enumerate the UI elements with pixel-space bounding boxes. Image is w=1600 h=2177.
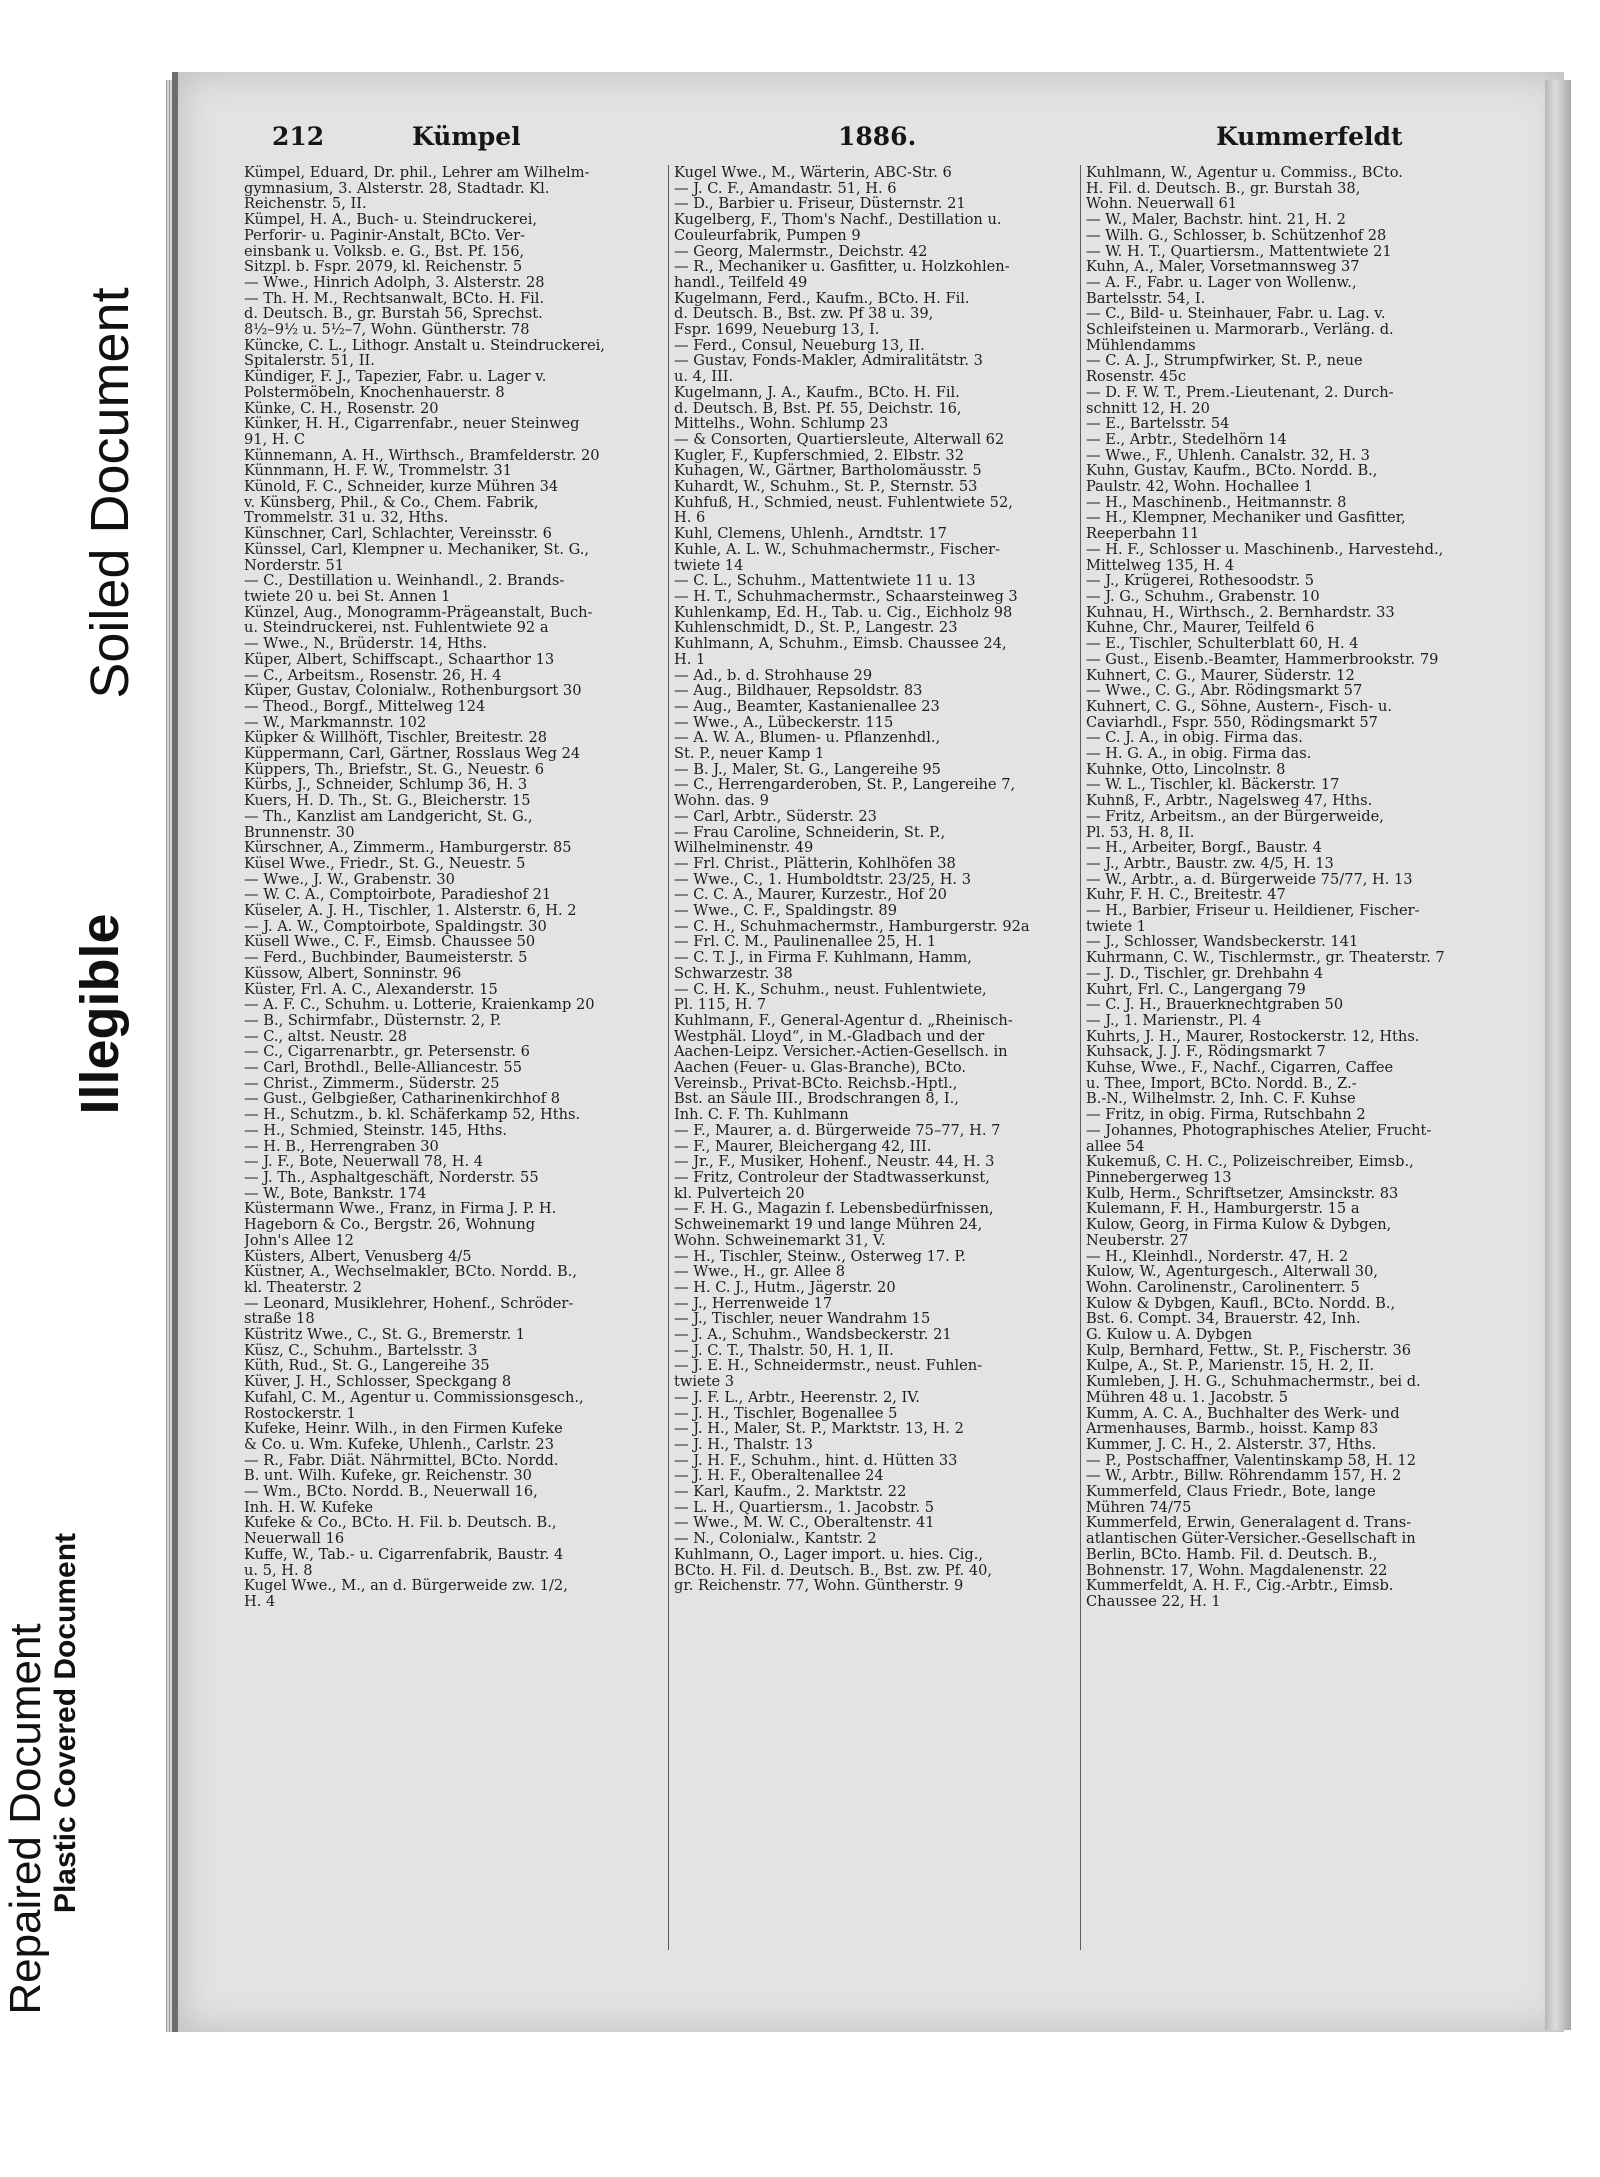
directory-entry-line: Kugel Wwe., M., Wärterin, ABC-Str. 6 xyxy=(674,165,952,181)
directory-entry-line: — Wwe., C. F., Spaldingstr. 89 xyxy=(674,902,898,920)
directory-entry-line: — C. J. A., in obig. Firma das. xyxy=(1086,729,1303,747)
directory-entry-line: — D., Barbier u. Friseur, Düsternstr. 21 xyxy=(674,195,966,213)
directory-entry-line: Kuhrts, J. H., Maurer, Rostockerstr. 12, Hths. xyxy=(1086,1027,1420,1045)
directory-entry-line: Küppermann, Carl, Gärtner, Rosslaus Weg 24 xyxy=(244,745,581,763)
directory-entry-line: — H., Kleinhdl., Norderstr. 47, H. 2 xyxy=(1086,1247,1349,1265)
directory-entry-line: — Wwe., H., gr. Allee 8 xyxy=(674,1263,845,1281)
directory-entry-line: Trommelstr. 31 u. 32, Hths. xyxy=(244,509,449,527)
directory-entry-line: u. 5, H. 8 xyxy=(244,1561,313,1579)
directory-entry-line: — J., Herrenweide 17 xyxy=(674,1294,833,1312)
directory-entry-line: — A. F., Fabr. u. Lager von Wollenw., xyxy=(1086,273,1357,291)
directory-entry-line: Reeperbahn 11 xyxy=(1086,525,1200,543)
directory-entry-line: — H. C. J., Hutm., Jägerstr. 20 xyxy=(674,1278,896,1296)
directory-entry-line: Armenhauses, Barmb., hoisst. Kamp 83 xyxy=(1086,1420,1379,1438)
directory-entry-line: — Ad., b. d. Strohhause 29 xyxy=(674,666,873,684)
illegible-label: Illegible xyxy=(70,913,130,1115)
directory-entry-line: H. 1 xyxy=(674,650,706,668)
left-running-title: Kümpel xyxy=(412,122,521,151)
directory-entry-line: Kuhne, Chr., Maurer, Teilfeld 6 xyxy=(1086,619,1315,637)
directory-entry-line: twiete 20 u. bei St. Annen 1 xyxy=(244,587,451,605)
directory-entry-line: Küth, Rud., St. G., Langereihe 35 xyxy=(244,1357,490,1375)
directory-entry-line: — W., Markmannstr. 102 xyxy=(244,713,427,731)
directory-entry-line: Kummerfeld, Erwin, Generalagent d. Trans- xyxy=(1086,1514,1412,1532)
directory-entry-line: John's Allee 12 xyxy=(244,1231,354,1249)
directory-entry-line: — B. J., Maler, St. G., Langereihe 95 xyxy=(674,760,941,778)
directory-entry-line: Kuhlmann, A, Schuhm., Eimsb. Chaussee 24, xyxy=(674,635,1007,653)
directory-entry-line: — Fritz, in obig. Firma, Rutschbahn 2 xyxy=(1086,1106,1366,1124)
directory-entry-line: Kuhlmann, F., General-Agentur d. „Rheinisch- xyxy=(674,1011,1013,1029)
directory-entry-line: — Wwe., N., Brüderstr. 14, Hths. xyxy=(244,635,488,653)
directory-entry-line: gr. Reichenstr. 77, Wohn. Güntherstr. 9 xyxy=(674,1577,964,1595)
directory-entry-line: B. unt. Wilh. Kufeke, gr. Reichenstr. 30 xyxy=(244,1467,532,1485)
directory-entry-line: — C., Herrengarderoben, St. P., Langereihe 7, xyxy=(674,776,1016,794)
directory-entry-line: — Wwe., J. W., Grabenstr. 30 xyxy=(244,870,455,888)
directory-entry-line: — C. A. J., Strumpfwirker, St. P., neue xyxy=(1086,352,1363,370)
directory-entry-line: Kumm, A. C. A., Buchhalter des Werk- und xyxy=(1086,1404,1400,1422)
directory-entry-line: Kummerfeld, Claus Friedr., Bote, lange xyxy=(1086,1483,1376,1501)
directory-entry-line: Mühlendamms xyxy=(1086,336,1196,354)
directory-entry-line: u. 4, III. xyxy=(674,368,734,386)
directory-entry-line: — J. C. F., Amandastr. 51, H. 6 xyxy=(674,179,897,197)
page-header xyxy=(272,122,1512,156)
directory-entry-line: — A. W. A., Blumen- u. Pflanzenhdl., xyxy=(674,729,941,747)
directory-entry-line: — Theod., Borgf., Mittelweg 124 xyxy=(244,697,486,715)
directory-entry-line: Küncke, C. L., Lithogr. Anstalt u. Steindruckerei, xyxy=(244,336,605,354)
directory-entry-line: Kuhlenschmidt, D., St. P., Langestr. 23 xyxy=(674,619,958,637)
directory-entry-line: — J. A., Schuhm., Wandsbeckerstr. 21 xyxy=(674,1326,952,1344)
directory-entry-line: — Johannes, Photographisches Atelier, Frucht- xyxy=(1086,1121,1432,1139)
directory-entry-line: — Georg, Malermstr., Deichstr. 42 xyxy=(674,242,928,260)
directory-entry-line: allee 54 xyxy=(1086,1137,1145,1155)
directory-entry-line: Kuers, H. D. Th., St. G., Bleicherstr. 15 xyxy=(244,792,531,810)
directory-entry-line: — Leonard, Musiklehrer, Hohenf., Schröder- xyxy=(244,1294,574,1312)
directory-entry-line: Kuhrt, Frl. C., Langergang 79 xyxy=(1086,980,1306,998)
directory-entry-line: Kümpel, H. A., Buch- u. Steindruckerei, xyxy=(244,211,538,229)
directory-entry-line: — N., Colonialw., Kantstr. 2 xyxy=(674,1530,877,1548)
directory-entry-line: Brunnenstr. 30 xyxy=(244,823,355,841)
directory-entry-line: Kuhnert, C. G., Söhne, Austern-, Fisch- u. xyxy=(1086,697,1392,715)
directory-entry-line: Rosenstr. 45c xyxy=(1086,368,1187,386)
directory-entry-line: u. Steindruckerei, nst. Fuhlentwiete 92 a xyxy=(244,619,549,637)
directory-entry-line: Kuhagen, W., Gärtner, Bartholomäusstr. 5 xyxy=(674,462,982,480)
directory-entry-line: — D. F. W. T., Prem.-Lieutenant, 2. Durch- xyxy=(1086,383,1394,401)
directory-entry-line: Couleurfabrik, Pumpen 9 xyxy=(674,226,861,244)
directory-entry-line: — Gust., Gelbgießer, Catharinenkirchhof 8 xyxy=(244,1090,561,1108)
directory-entry-line: twiete 1 xyxy=(1086,917,1147,935)
directory-entry-line: — J. C. T., Thalstr. 50, H. 1, II. xyxy=(674,1341,894,1359)
column-divider-2 xyxy=(1080,165,1081,1950)
directory-entry-line: — H., Maschinenb., Heitmannstr. 8 xyxy=(1086,493,1347,511)
directory-entry-line: Kuhsack, J. J. F., Rödingsmarkt 7 xyxy=(1086,1043,1326,1061)
directory-entry-line: — J. G., Schuhm., Grabenstr. 10 xyxy=(1086,587,1320,605)
directory-entry-line: Kulow, Georg, in Firma Kulow & Dybgen, xyxy=(1086,1216,1392,1234)
directory-entry-line: Kuhlmann, W., Agentur u. Commiss., BCto. xyxy=(1086,165,1403,181)
directory-entry-line: Künnmann, H. F. W., Trommelstr. 31 xyxy=(244,462,512,480)
directory-entry-line: — F., Maurer, a. d. Bürgerweide 75–77, H. 7 xyxy=(674,1121,1001,1139)
directory-entry-line: — E., Tischler, Schulterblatt 60, H. 4 xyxy=(1086,635,1359,653)
directory-entry-line: Künssel, Carl, Klempner u. Mechaniker, St. G., xyxy=(244,540,590,558)
directory-entry-line: Berlin, BCto. Hamb. Fil. d. Deutsch. B., xyxy=(1086,1545,1378,1563)
directory-entry-line: Kugelmann, Ferd., Kaufm., BCto. H. Fil. xyxy=(674,289,970,307)
directory-entry-line: Kufeke, Heinr. Wilh., in den Firmen Kufeke xyxy=(244,1420,563,1438)
directory-entry-line: Neuerwall 16 xyxy=(244,1530,345,1548)
directory-entry-line: 8½–9½ u. 5½–7, Wohn. Güntherstr. 78 xyxy=(244,321,530,339)
directory-entry-line: St. P., neuer Kamp 1 xyxy=(674,745,825,763)
directory-entry-line: — B., Schirmfabr., Düsternstr. 2, P. xyxy=(244,1011,502,1029)
directory-entry-line: Kuhlenkamp, Ed. H., Tab. u. Cig., Eichholz 98 xyxy=(674,603,1013,621)
directory-entry-line: BCto. H. Fil. d. Deutsch. B., Bst. zw. Pf. 40, xyxy=(674,1561,993,1579)
directory-entry-line: twiete 3 xyxy=(674,1373,735,1391)
directory-entry-line: — J. Th., Asphaltgeschäft, Norderstr. 55 xyxy=(244,1169,539,1186)
directory-entry-line: — H., Barbier, Friseur u. Heildiener, Fischer- xyxy=(1086,902,1420,920)
directory-entry-line: — Frau Caroline, Schneiderin, St. P., xyxy=(674,823,946,841)
directory-entry-line: — W., Maler, Bachstr. hint. 21, H. 2 xyxy=(1086,211,1346,229)
directory-entry-line: Küstner, A., Wechselmakler, BCto. Nordd. B., xyxy=(244,1263,577,1281)
directory-entry-line: — J., Tischler, neuer Wandrahm 15 xyxy=(674,1310,931,1328)
directory-entry-line: H. 4 xyxy=(244,1592,276,1610)
directory-entry-line: — W., Arbtr., Billw. Röhrendamm 157, H. 2 xyxy=(1086,1467,1402,1485)
directory-entry-line: — J. A. W., Comptoirbote, Spaldingstr. 30 xyxy=(244,917,547,935)
plastic-covered-document-label: Plastic Covered Document xyxy=(49,1532,82,1914)
directory-entry-line: — Aug., Bildhauer, Repsoldstr. 83 xyxy=(674,682,923,700)
directory-entry-line: — C., Cigarrenarbtr., gr. Petersenstr. 6 xyxy=(244,1043,530,1061)
directory-entry-line: — C., altst. Neustr. 28 xyxy=(244,1027,408,1045)
directory-entry-line: Küper, Albert, Schiffscapt., Schaarthor 13 xyxy=(244,650,555,668)
directory-entry-line: Spitalerstr. 51, II. xyxy=(244,352,375,370)
directory-entry-line: Schwarzestr. 38 xyxy=(674,964,793,982)
directory-entry-line: Küper, Gustav, Colonialw., Rothenburgsort 30 xyxy=(244,682,582,700)
directory-entry-line: — Wwe., F., Uhlenh. Canalstr. 32, H. 3 xyxy=(1086,446,1370,464)
directory-entry-line: kl. Pulverteich 20 xyxy=(674,1184,805,1202)
directory-entry-line: Kufeke & Co., BCto. H. Fil. b. Deutsch. B., xyxy=(244,1514,557,1532)
directory-entry-line: — Carl, Arbtr., Süderstr. 23 xyxy=(674,807,877,825)
directory-entry-line: Pinnebergerweg 13 xyxy=(1086,1169,1232,1186)
directory-entry-line: — J., Arbtr., Baustr. zw. 4/5, H. 13 xyxy=(1086,854,1334,872)
directory-entry-line: Neuberstr. 27 xyxy=(1086,1231,1189,1249)
directory-entry-line: Kugler, F., Kupferschmied, 2. Elbstr. 32 xyxy=(674,446,965,464)
directory-entry-line: Kumleben, J. H. G., Schuhmachermstr., bei d. xyxy=(1086,1373,1421,1391)
directory-entry-line: Inh. H. W. Kufeke xyxy=(244,1498,374,1516)
directory-entry-line: — J. H., Tischler, Bogenallee 5 xyxy=(674,1404,898,1422)
directory-entry-line: Vereinsb., Privat-BCto. Reichsb.-Hptl., xyxy=(674,1074,958,1092)
directory-entry-line: Kuhardt, W., Schuhm., St. P., Sternstr. 53 xyxy=(674,478,978,496)
directory-entry-line: Kufahl, C. M., Agentur u. Commissionsgesch., xyxy=(244,1388,584,1406)
directory-entry-line: Mühren 74/75 xyxy=(1086,1498,1192,1516)
directory-entry-line: — J., Schlosser, Wandsbeckerstr. 141 xyxy=(1086,933,1359,951)
directory-entry-line: Kulb, Herm., Schriftsetzer, Amsinckstr. 83 xyxy=(1086,1184,1399,1202)
directory-entry-line: Mühren 48 u. 1. Jacobstr. 5 xyxy=(1086,1388,1288,1406)
directory-entry-line: Kulp, Bernhard, Fettw., St. P., Fischerstr. 36 xyxy=(1086,1341,1412,1359)
directory-entry-line: — & Consorten, Quartiersleute, Alterwall 62 xyxy=(674,430,1005,448)
directory-entry-line: Wohn. das. 9 xyxy=(674,792,769,810)
directory-entry-line: Perforir- u. Paginir-Anstalt, BCto. Ver- xyxy=(244,226,526,244)
directory-entry-line: Künnemann, A. H., Wirthsch., Bramfelderstr. 20 xyxy=(244,446,600,464)
directory-entry-line: Künke, C. H., Rosenstr. 20 xyxy=(244,399,439,417)
directory-entry-line: Küster, Frl. A. C., Alexanderstr. 15 xyxy=(244,980,498,998)
directory-entry-line: — E., Arbtr., Stedelhörn 14 xyxy=(1086,430,1287,448)
directory-entry-line: handl., Teilfeld 49 xyxy=(674,273,808,291)
directory-entry-line: Bst. 6. Compt. 34, Brauerstr. 42, Inh. xyxy=(1086,1310,1361,1328)
directory-entry-line: Schweinemarkt 19 und lange Mühren 24, xyxy=(674,1216,983,1234)
directory-entry-line: straße 18 xyxy=(244,1310,315,1328)
directory-entry-line: Kuffe, W., Tab.- u. Cigarrenfabrik, Baustr. 4 xyxy=(244,1545,564,1563)
directory-entry-line: Künker, H. H., Cigarrenfabr., neuer Steinweg xyxy=(244,415,580,433)
directory-entry-line: kl. Theaterstr. 2 xyxy=(244,1278,363,1296)
directory-entry-line: Küsell Wwe., C. F., Eimsb. Chaussee 50 xyxy=(244,933,536,951)
directory-entry-line: Westphäl. Lloyd“, in M.-Gladbach und der xyxy=(674,1027,985,1045)
directory-entry-line: — C. J. H., Brauerknechtgraben 50 xyxy=(1086,996,1344,1014)
directory-entry-line: — W., Bote, Bankstr. 174 xyxy=(244,1184,427,1202)
directory-entry-line: — Wwe., C., 1. Humboldtstr. 23/25, H. 3 xyxy=(674,870,971,888)
directory-entry-line: — Carl, Brothdl., Belle-Alliancestr. 55 xyxy=(244,1059,522,1077)
directory-entry-line: H. 6 xyxy=(674,509,706,527)
directory-entry-line: — A. F. C., Schuhm. u. Lotterie, Kraienkamp 20 xyxy=(244,996,595,1014)
directory-entry-line: u. Thee, Import, BCto. Nordd. B., Z.- xyxy=(1086,1074,1357,1092)
directory-entry-line: Künold, F. C., Schneider, kurze Mühren 34 xyxy=(244,478,559,496)
directory-entry-line: Kümpel, Eduard, Dr. phil., Lehrer am Wilhelm- xyxy=(244,165,590,181)
directory-entry-line: — Gustav, Fonds-Makler, Admiralitätstr. 3 xyxy=(674,352,983,370)
directory-entry-line: Kuhnß, F., Arbtr., Nagelsweg 47, Hths. xyxy=(1086,792,1373,810)
directory-entry-line: — C., Destillation u. Weinhandl., 2. Brands- xyxy=(244,572,565,590)
directory-entry-line: — H. T., Schuhmachermstr., Schaarsteinweg 3 xyxy=(674,587,1018,605)
directory-entry-line: — J., 1. Marienstr., Pl. 4 xyxy=(1086,1011,1262,1029)
directory-entry-line: — C. C. A., Maurer, Kurzestr., Hof 20 xyxy=(674,886,947,904)
directory-entry-line: Küstermann Wwe., Franz, in Firma J. P. H. xyxy=(244,1200,557,1218)
directory-entry-line: Reichenstr. 5, II. xyxy=(244,195,367,213)
page-number: 212 xyxy=(272,122,325,151)
directory-entry-line: schnitt 12, H. 20 xyxy=(1086,399,1210,417)
directory-entry-line: — Karl, Kaufm., 2. Marktstr. 22 xyxy=(674,1483,907,1501)
directory-column-2 xyxy=(674,165,1074,1955)
directory-entry-line: Hageborn & Co., Bergstr. 26, Wohnung xyxy=(244,1216,536,1234)
directory-entry-line: — J. H., Maler, St. P., Marktstr. 13, H. 2 xyxy=(674,1420,964,1438)
directory-entry-line: — Wm., BCto. Nordd. B., Neuerwall 16, xyxy=(244,1483,538,1501)
directory-entry-line: Wohn. Neuerwall 61 xyxy=(1086,195,1238,213)
right-running-title: Kummerfeldt xyxy=(1216,122,1403,151)
directory-entry-line: Kuhn, A., Maler, Vorsetmannsweg 37 xyxy=(1086,258,1360,276)
directory-entry-line: Wohn. Schweinemarkt 31, V. xyxy=(674,1231,886,1249)
directory-entry-line: Bohnenstr. 17, Wohn. Magdalenenstr. 22 xyxy=(1086,1561,1388,1579)
directory-column-1 xyxy=(244,165,662,1955)
directory-entry-line: — R., Mechaniker u. Gasfitter, u. Holzkohlen- xyxy=(674,258,1010,276)
directory-entry-line: — R., Fabr. Diät. Nährmittel, BCto. Nordd. xyxy=(244,1451,559,1469)
directory-entry-line: Kürschner, A., Zimmerm., Hamburgerstr. 85 xyxy=(244,839,572,857)
directory-entry-line: — Wwe., A., Lübeckerstr. 115 xyxy=(674,713,894,731)
directory-entry-line: Küsz, C., Schuhm., Bartelsstr. 3 xyxy=(244,1341,478,1359)
directory-entry-line: Wilhelminenstr. 49 xyxy=(674,839,814,857)
directory-entry-line: Küver, J. H., Schlosser, Speckgang 8 xyxy=(244,1373,512,1391)
column-divider-1 xyxy=(668,165,669,1950)
directory-entry-line: — C., Arbeitsm., Rosenstr. 26, H. 4 xyxy=(244,666,502,684)
directory-entry-line: Kulow, W., Agenturgesch., Alterwall 30, xyxy=(1086,1263,1379,1281)
directory-entry-line: gymnasium, 3. Alsterstr. 28, Stadtadr. Kl. xyxy=(244,179,550,197)
directory-entry-line: 91, H. C xyxy=(244,430,306,448)
directory-entry-line: — L. H., Quartiersm., 1. Jacobstr. 5 xyxy=(674,1498,934,1516)
directory-entry-line: — J. H. F., Schuhm., hint. d. Hütten 33 xyxy=(674,1451,958,1469)
directory-entry-line: — C. T. J., in Firma F. Kuhlmann, Hamm, xyxy=(674,949,972,967)
directory-entry-line: Paulstr. 42, Wohn. Hochallee 1 xyxy=(1086,478,1313,496)
directory-entry-line: — E., Bartelsstr. 54 xyxy=(1086,415,1230,433)
directory-entry-line: Sitzpl. b. Fspr. 2079, kl. Reichenstr. 5 xyxy=(244,258,523,276)
directory-entry-line: — H., Schmied, Steinstr. 145, Hths. xyxy=(244,1121,508,1139)
directory-entry-line: Kuhfuß, H., Schmied, neust. Fuhlentwiete 52, xyxy=(674,493,1013,511)
directory-entry-line: — F., Maurer, Bleichergang 42, III. xyxy=(674,1137,932,1155)
directory-entry-line: — Jr., F., Musiker, Hohenf., Neustr. 44, H. 3 xyxy=(674,1153,995,1171)
directory-entry-line: Inh. C. F. Th. Kuhlmann xyxy=(674,1106,849,1124)
directory-entry-line: Kuhnert, C. G., Maurer, Süderstr. 12 xyxy=(1086,666,1355,684)
book-spine xyxy=(1545,80,1571,2030)
directory-entry-line: Pl. 115, H. 7 xyxy=(674,996,767,1014)
year-heading: 1886. xyxy=(838,122,917,151)
side-labels xyxy=(0,0,170,2177)
directory-entry-line: — Ferd., Buchbinder, Baumeisterstr. 5 xyxy=(244,949,528,967)
directory-entry-line: — J. H. F., Oberaltenallee 24 xyxy=(674,1467,884,1485)
directory-entry-line: Chaussee 22, H. 1 xyxy=(1086,1592,1221,1610)
directory-entry-line: — Wilh. G., Schlosser, b. Schützenhof 28 xyxy=(1086,226,1387,244)
directory-entry-line: — P., Postschaffner, Valentinskamp 58, H. 12 xyxy=(1086,1451,1417,1469)
directory-entry-line: Küseler, A. J. H., Tischler, 1. Alsterstr. 6, H. 2 xyxy=(244,902,577,920)
directory-entry-line: Wohn. Carolinenstr., Carolinenterr. 5 xyxy=(1086,1278,1360,1296)
directory-entry-line: Kulemann, F. H., Hamburgerstr. 15 a xyxy=(1086,1200,1360,1218)
directory-entry-line: Küsters, Albert, Venusberg 4/5 xyxy=(244,1247,472,1265)
directory-entry-line: — C. H., Schuhmachermstr., Hamburgerstr. 92a xyxy=(674,917,1030,935)
directory-entry-line: — J. F. L., Arbtr., Heerenstr. 2, IV. xyxy=(674,1388,920,1406)
directory-entry-line: Norderstr. 51 xyxy=(244,556,345,574)
directory-entry-line: Mittelweg 135, H. 4 xyxy=(1086,556,1235,574)
directory-entry-line: — W., Arbtr., a. d. Bürgerweide 75/77, H. 13 xyxy=(1086,870,1413,888)
directory-entry-line: Fspr. 1699, Neueburg 13, I. xyxy=(674,321,880,339)
directory-entry-line: Kugelberg, F., Thom's Nachf., Destillation u. xyxy=(674,211,1002,229)
directory-entry-line: Bst. an Säule III., Brodschrangen 8, I., xyxy=(674,1090,959,1108)
directory-entry-line: — H., Klempner, Mechaniker und Gasfitter, xyxy=(1086,509,1406,527)
directory-entry-line: Kulpe, A., St. P., Marienstr. 15, H. 2, II. xyxy=(1086,1357,1375,1375)
directory-entry-line: Künschner, Carl, Schlachter, Vereinsstr. 6 xyxy=(244,525,552,543)
directory-entry-line: Kugel Wwe., M., an d. Bürgerweide zw. 1/2, xyxy=(244,1577,568,1595)
directory-entry-line: Kuhr, F. H. C., Breitestr. 47 xyxy=(1086,886,1286,904)
directory-entry-line: Kuhse, Wwe., F., Nachf., Cigarren, Caffee xyxy=(1086,1059,1394,1077)
directory-entry-line: Küsel Wwe., Friedr., St. G., Neuestr. 5 xyxy=(244,854,526,872)
directory-entry-line: Kuhrmann, C. W., Tischlermstr., gr. Theaterstr. 7 xyxy=(1086,949,1445,967)
directory-entry-line: — Wwe., Hinrich Adolph, 3. Alsterstr. 28 xyxy=(244,273,545,291)
directory-entry-line: — Aug., Beamter, Kastanienallee 23 xyxy=(674,697,940,715)
directory-entry-line: — H., Tischler, Steinw., Osterweg 17. P. xyxy=(674,1247,966,1265)
directory-entry-line: — J. E. H., Schneidermstr., neust. Fuhlen- xyxy=(674,1357,983,1375)
directory-entry-line: Künzel, Aug., Monogramm-Prägeanstalt, Buch- xyxy=(244,603,593,621)
directory-entry-line: Kuhn, Gustav, Kaufm., BCto. Nordd. B., xyxy=(1086,462,1378,480)
directory-entry-line: — J. F., Bote, Neuerwall 78, H. 4 xyxy=(244,1153,484,1171)
directory-entry-line: Aachen (Feuer- u. Glas-Branche), BCto. xyxy=(674,1059,967,1077)
directory-entry-line: Kuhlmann, O., Lager import. u. hies. Cig., xyxy=(674,1545,984,1563)
directory-entry-line: — Christ., Zimmerm., Süderstr. 25 xyxy=(244,1074,500,1092)
directory-entry-line: Schleifsteinen u. Marmorarb., Verläng. d. xyxy=(1086,321,1394,339)
directory-entry-line: d. Deutsch. B, Bst. Pf. 55, Deichstr. 16, xyxy=(674,399,962,417)
directory-entry-line: Kummer, J. C. H., 2. Alsterstr. 37, Hths. xyxy=(1086,1435,1377,1453)
directory-entry-line: Küssow, Albert, Sonninstr. 96 xyxy=(244,964,462,982)
directory-entry-line: Kummerfeldt, A. H. F., Cig.-Arbtr., Eimsb. xyxy=(1086,1577,1394,1595)
directory-entry-line: Aachen-Leipz. Versicher.-Actien-Gesellsch. in xyxy=(674,1043,1008,1061)
directory-entry-line: Caviarhdl., Fspr. 550, Rödingsmarkt 57 xyxy=(1086,713,1378,731)
repaired-document-label: Repaired Document xyxy=(1,1623,50,2015)
directory-entry-line: — J. D., Tischler, gr. Drehbahn 4 xyxy=(1086,964,1324,982)
directory-entry-line: Kuhle, A. L. W., Schuhmachermstr., Fischer- xyxy=(674,540,1001,558)
directory-entry-line: — Ferd., Consul, Neueburg 13, II. xyxy=(674,336,925,354)
directory-entry-line: — W. H. T., Quartiersm., Mattentwiete 21 xyxy=(1086,242,1392,260)
directory-entry-line: Küpker & Willhöft, Tischler, Breitestr. 28 xyxy=(244,729,548,747)
directory-entry-line: einsbank u. Volksb. e. G., Bst. Pf. 156, xyxy=(244,242,525,260)
directory-entry-line: Rostockerstr. 1 xyxy=(244,1404,356,1422)
directory-entry-line: — W. L., Tischler, kl. Bäckerstr. 17 xyxy=(1086,776,1340,794)
directory-entry-line: Küstritz Wwe., C., St. G., Bremerstr. 1 xyxy=(244,1326,526,1344)
directory-entry-line: — Th., Kanzlist am Landgericht, St. G., xyxy=(244,807,533,825)
directory-entry-line: — J. H., Thalstr. 13 xyxy=(674,1435,813,1453)
directory-entry-line: B.-N., Wilhelmstr. 2, Inh. C. F. Kuhse xyxy=(1086,1090,1356,1108)
directory-entry-line: — H., Arbeiter, Borgf., Baustr. 4 xyxy=(1086,839,1322,857)
directory-entry-line: — H. F., Schlosser u. Maschinenb., Harvestehd., xyxy=(1086,540,1444,558)
directory-entry-line: — Gust., Eisenb.-Beamter, Hammerbrookstr. 79 xyxy=(1086,650,1439,668)
directory-entry-line: H. Fil. d. Deutsch. B., gr. Burstah 38, xyxy=(1086,179,1361,197)
directory-entry-line: Kuhl, Clemens, Uhlenh., Arndtstr. 17 xyxy=(674,525,947,543)
directory-entry-line: — H., Schutzm., b. kl. Schäferkamp 52, Hths. xyxy=(244,1106,581,1124)
directory-entry-line: — Th. H. M., Rechtsanwalt, BCto. H. Fil. xyxy=(244,289,545,307)
directory-entry-line: Küppers, Th., Briefstr., St. G., Neuestr. 6 xyxy=(244,760,545,778)
directory-entry-line: Kuhnau, H., Wirthsch., 2. Bernhardstr. 33 xyxy=(1086,603,1395,621)
directory-entry-line: Kukemuß, C. H. C., Polizeischreiber, Eimsb., xyxy=(1086,1153,1414,1171)
directory-entry-line: — Wwe., C. G., Abr. Rödingsmarkt 57 xyxy=(1086,682,1363,700)
directory-entry-line: — C. H. K., Schuhm., neust. Fuhlentwiete, xyxy=(674,980,987,998)
directory-entry-line: Pl. 53, H. 8, II. xyxy=(1086,823,1195,841)
directory-entry-line: — F. H. G., Magazin f. Lebensbedürfnissen, xyxy=(674,1200,994,1218)
directory-entry-line: — J., Krügerei, Rothesoodstr. 5 xyxy=(1086,572,1315,590)
directory-entry-line: Kuhnke, Otto, Lincolnstr. 8 xyxy=(1086,760,1286,778)
directory-entry-line: Polstermöbeln, Knochenhauerstr. 8 xyxy=(244,383,505,401)
directory-column-3 xyxy=(1086,165,1498,1955)
directory-entry-line: Mittelhs., Wohn. Schlump 23 xyxy=(674,415,889,433)
directory-entry-line: — C., Bild- u. Steinhauer, Fabr. u. Lag. v. xyxy=(1086,305,1386,323)
directory-entry-line: — C. L., Schuhm., Mattentwiete 11 u. 13 xyxy=(674,572,976,590)
soiled-document-label: Soiled Document xyxy=(80,287,140,699)
directory-entry-line: — W. C. A., Comptoirbote, Paradieshof 21 xyxy=(244,886,552,904)
directory-entry-line: — Fritz, Controleur der Stadtwasserkunst, xyxy=(674,1169,990,1186)
directory-entry-line: Bartelsstr. 54, I. xyxy=(1086,289,1206,307)
directory-entry-line: — Wwe., M. W. C., Oberaltenstr. 41 xyxy=(674,1514,935,1532)
directory-entry-line: v. Künsberg, Phil., & Co., Chem. Fabrik, xyxy=(244,493,539,511)
directory-entry-line: — H. B., Herrengraben 30 xyxy=(244,1137,439,1155)
directory-entry-line: atlantischen Güter-Versicher.-Gesellschaft in xyxy=(1086,1530,1416,1548)
directory-entry-line: twiete 14 xyxy=(674,556,744,574)
directory-entry-line: Kürbs, J., Schneider, Schlump 36, H. 3 xyxy=(244,776,528,794)
directory-entry-line: Kulow & Dybgen, Kaufl., BCto. Nordd. B., xyxy=(1086,1294,1396,1312)
directory-entry-line: d. Deutsch. B., gr. Burstah 56, Sprechst. xyxy=(244,305,543,323)
directory-entry-line: — Fritz, Arbeitsm., an der Bürgerweide, xyxy=(1086,807,1384,825)
directory-entry-line: Kugelmann, J. A., Kaufm., BCto. H. Fil. xyxy=(674,383,960,401)
directory-entry-line: & Co. u. Wm. Kufeke, Uhlenh., Carlstr. 23 xyxy=(244,1435,554,1453)
directory-entry-line: — Frl. Christ., Plätterin, Kohlhöfen 38 xyxy=(674,854,956,872)
directory-entry-line: G. Kulow u. A. Dybgen xyxy=(1086,1326,1253,1344)
directory-entry-line: Kündiger, F. J., Tapezier, Fabr. u. Lager v. xyxy=(244,368,547,386)
directory-entry-line: d. Deutsch. B., Bst. zw. Pf 38 u. 39, xyxy=(674,305,934,323)
directory-entry-line: — Frl. C. M., Paulinenallee 25, H. 1 xyxy=(674,933,937,951)
directory-entry-line: — H. G. A., in obig. Firma das. xyxy=(1086,745,1312,763)
